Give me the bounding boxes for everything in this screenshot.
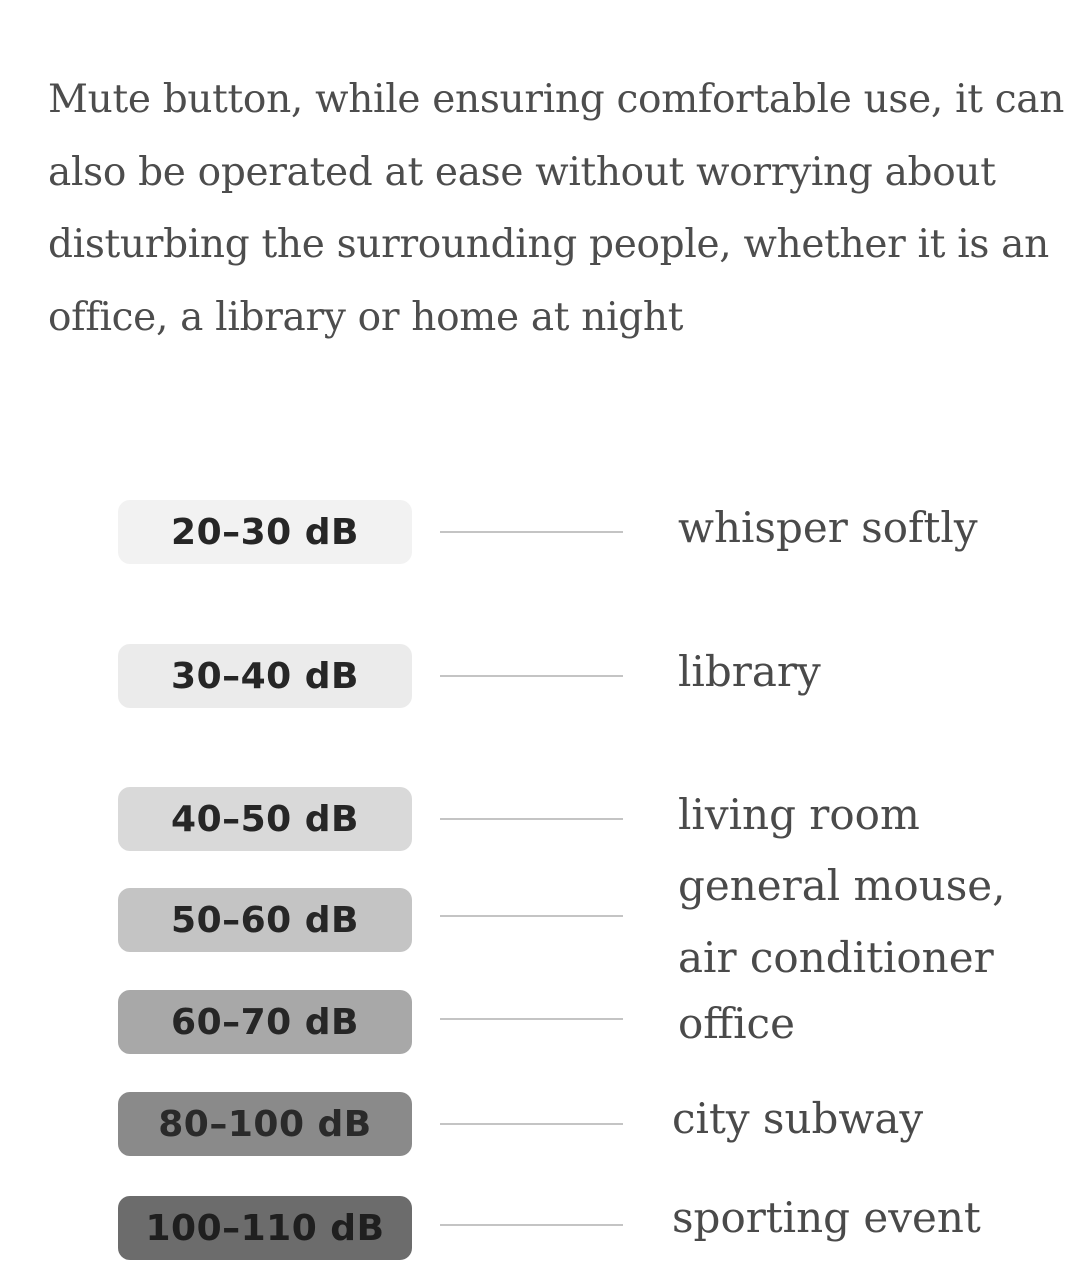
- db-range-badge: 40–50 dB: [118, 787, 412, 851]
- environment-label: city subway: [672, 1094, 924, 1143]
- connector-line: [440, 818, 623, 820]
- connector-line: [440, 915, 623, 917]
- db-range-badge: 60–70 dB: [118, 990, 412, 1054]
- level-row: [0, 861, 1080, 982]
- level-row: [0, 787, 1080, 857]
- connector-line: [440, 1018, 623, 1020]
- db-range-badge: 100–110 dB: [118, 1196, 412, 1260]
- level-row: [0, 644, 1080, 714]
- db-range-badge: 50–60 dB: [118, 888, 412, 952]
- level-row: [0, 1092, 1080, 1162]
- environment-label: sporting event: [672, 1193, 981, 1242]
- environment-label: library: [678, 647, 821, 696]
- db-range-badge: 30–40 dB: [118, 644, 412, 708]
- level-row: [0, 500, 1080, 570]
- environment-label: whisper softly: [678, 503, 978, 552]
- db-range-badge: 80–100 dB: [118, 1092, 412, 1156]
- connector-line: [440, 531, 623, 533]
- environment-label: office: [678, 999, 795, 1048]
- intro-paragraph: Mute button, while ensuring comfortable use, it can also be operated at ease without worrying about disturbing the surrounding people, whether it is an office, a library or home at night: [48, 77, 1065, 340]
- connector-line: [440, 1224, 623, 1226]
- connector-line: [440, 1123, 623, 1125]
- environment-label: general mouse, air conditioner: [678, 861, 1006, 982]
- environment-label: living room: [678, 790, 920, 839]
- connector-line: [440, 675, 623, 677]
- db-range-badge: 20–30 dB: [118, 500, 412, 564]
- level-row: [0, 1193, 1080, 1266]
- level-row: [0, 990, 1080, 1060]
